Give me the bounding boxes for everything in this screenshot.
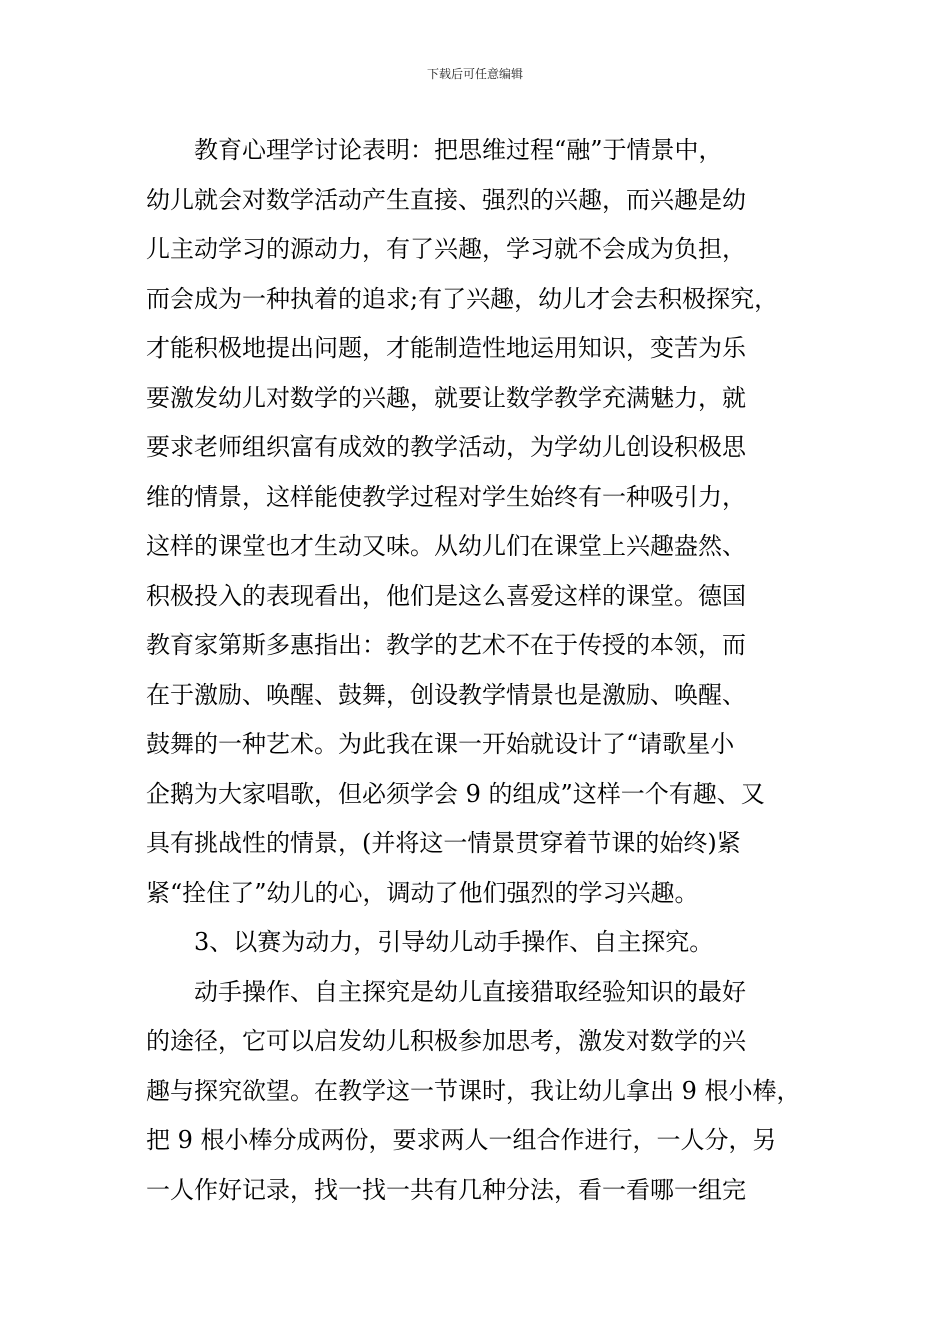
text-line: 儿主动学习的源动力，有了兴趣，学习就不会成为负担， [146,235,746,263]
text-line: 要激发幼儿对数学的兴趣，就要让数学教学充满魅力，就 [146,383,746,412]
text-line: 这样的课堂也才生动又味。从幼儿们在课堂上兴趣盎然、 [146,532,746,560]
body-text [146,126,816,1215]
text-line: 幼儿就会对数学活动产生直接、强烈的兴趣，而兴趣是幼 [146,185,746,214]
text-line: 鼓舞的一种艺术。为此我在课一开始就设计了“请歌星小 [146,730,735,758]
text-line: 的途径，它可以启发幼儿积极参加思考，激发对数学的兴 [146,1027,746,1055]
text-line: 一人作好记录，找一找一共有几种分法，看一看哪一组完 [146,1175,746,1204]
text-line: 趣与探究欲望。在教学这一节课时，我让幼儿拿出 9 根小棒， [146,1076,801,1105]
section-heading: 3、以赛为动力，引导幼儿动手操作、自主探究。 [194,928,714,956]
text-line: 把 9 根小棒分成两份，要求两人一组合作进行，一人分，另 [146,1126,777,1154]
text-line: 才能积极地提出问题，才能制造性地运用知识，变苦为乐 [146,334,746,362]
text-line: 积极投入的表现看出，他们是这么喜爱这样的课堂。德国 [146,581,746,610]
text-line: 要求老师组织富有成效的教学活动，为学幼儿创设积极思 [146,433,746,461]
text-line: 企鹅为大家唱歌，但必须学会 9 的组成”这样一个有趣、又 [146,779,765,808]
text-line: 动手操作、自主探究是幼儿直接猎取经验知识的最好 [194,977,746,1006]
text-line: 教育家第斯多惠指出：教学的艺术不在于传授的本领，而 [146,631,746,659]
page-header: 下载后可任意编辑 [426,67,523,81]
text-line: 教育心理学讨论表明：把思维过程“融”于情景中， [194,136,723,164]
text-line: 而会成为一种执着的追求;有了兴趣，幼儿才会去积极探究， [146,284,779,313]
text-line: 维的情景，这样能使教学过程对学生始终有一种吸引力， [146,482,746,511]
text-line: 具有挑战性的情景，(并将这一情景贯穿着节课的始终)紧 [146,829,741,857]
text-line: 在于激励、唤醒、鼓舞，创设教学情景也是激励、唤醒、 [146,680,746,709]
text-line: 紧“拴住了”幼儿的心，调动了他们强烈的学习兴趣。 [146,878,699,907]
